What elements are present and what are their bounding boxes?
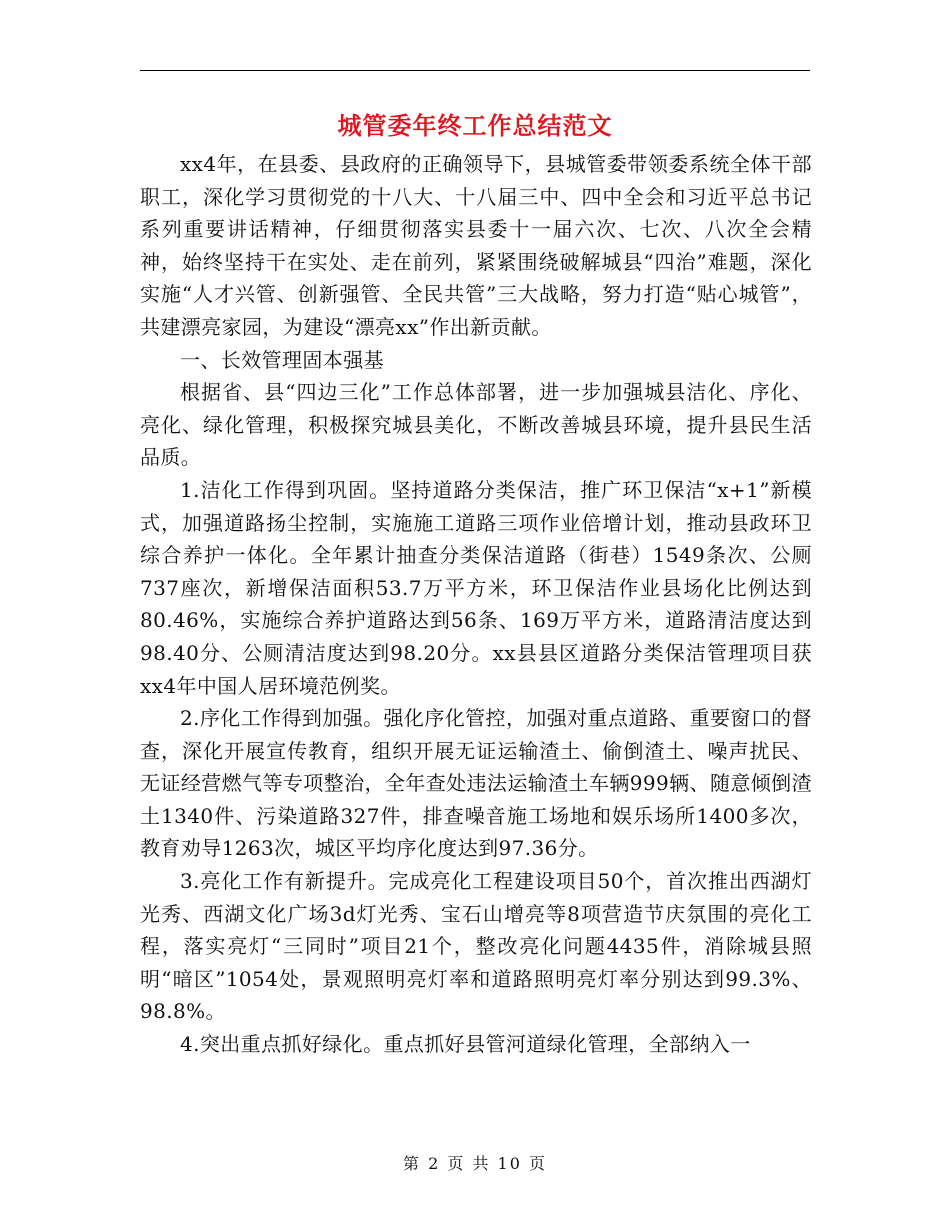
body-paragraph: 2.序化工作得到加强。强化序化管控，加强对重点道路、重要窗口的督查，深化开展宣传教育，组织开展无证运输渣土、偷倒渣土、噪声扰民、无证经营燃气等专项整治，全年查处违法运输渣土车辆999辆、随意倾倒渣土1340件、污染道路327件，排查噪音施工场地和娱乐场所1400多次，教育劝导1263次，城区平均序化度达到97.36分。 <box>140 706 812 861</box>
section-heading: 一、长效管理固本强基 <box>180 347 384 372</box>
page-footer: 第 2 页 共 10 页 <box>403 1154 547 1173</box>
body-paragraph: 4.突出重点抓好绿化。重点抓好县管河道绿化管理，全部纳入一 <box>180 1032 751 1057</box>
document-title: 城管委年终工作总结范文 <box>337 111 613 140</box>
body-paragraph: 1.洁化工作得到巩固。坚持道路分类保洁，推广环卫保洁“x+1”新模式，加强道路扬尘控制，实施施工道路三项作业倍增计划，推动县政环卫综合养护一体化。全年累计抽查分类保洁道路（街巷）1549条次、公厕737座次，新增保洁面积53.7万平方米，环卫保洁作业县场化比例达到80.46%，实施综合养护道路达到56条、169万平方米，道路清洁度达到98.40分、公厕清洁度达到98.20分。xx县县区道路分类保洁管理项目获xx4年中国人居环境范例奖。 <box>140 477 812 698</box>
document-body <box>140 148 812 1061</box>
header-rule <box>140 70 810 71</box>
body-paragraph: 3.亮化工作有新提升。完成亮化工程建设项目50个，首次推出西湖灯光秀、西湖文化广场3d灯光秀、宝石山增亮等8项营造节庆氛围的亮化工程，落实亮灯“三同时”项目21个，整改亮化问题4435件，消除城县照明“暗区”1054处，景观照明亮灯率和道路照明亮灯率分别达到99.3%、98.8%。 <box>140 869 812 1024</box>
body-paragraph: 根据省、县“四边三化”工作总体部署，进一步加强城县洁化、序化、亮化、绿化管理，积极探究城县美化，不断改善城县环境，提升县民生活品质。 <box>140 380 812 470</box>
body-paragraph: xx4年，在县委、县政府的正确领导下，县城管委带领委系统全体干部职工，深化学习贯彻党的十八大、十八届三中、四中全会和习近平总书记系列重要讲话精神，仔细贯彻落实县委十一届六次、七次、八次全会精神，始终坚持干在实处、走在前列，紧紧围绕破解城县“四治”难题，深化实施“人才兴管、创新强管、全民共管”三大战略，努力打造“贴心城管”，共建漂亮家园，为建设“漂亮xx”作出新贡献。 <box>140 152 812 339</box>
